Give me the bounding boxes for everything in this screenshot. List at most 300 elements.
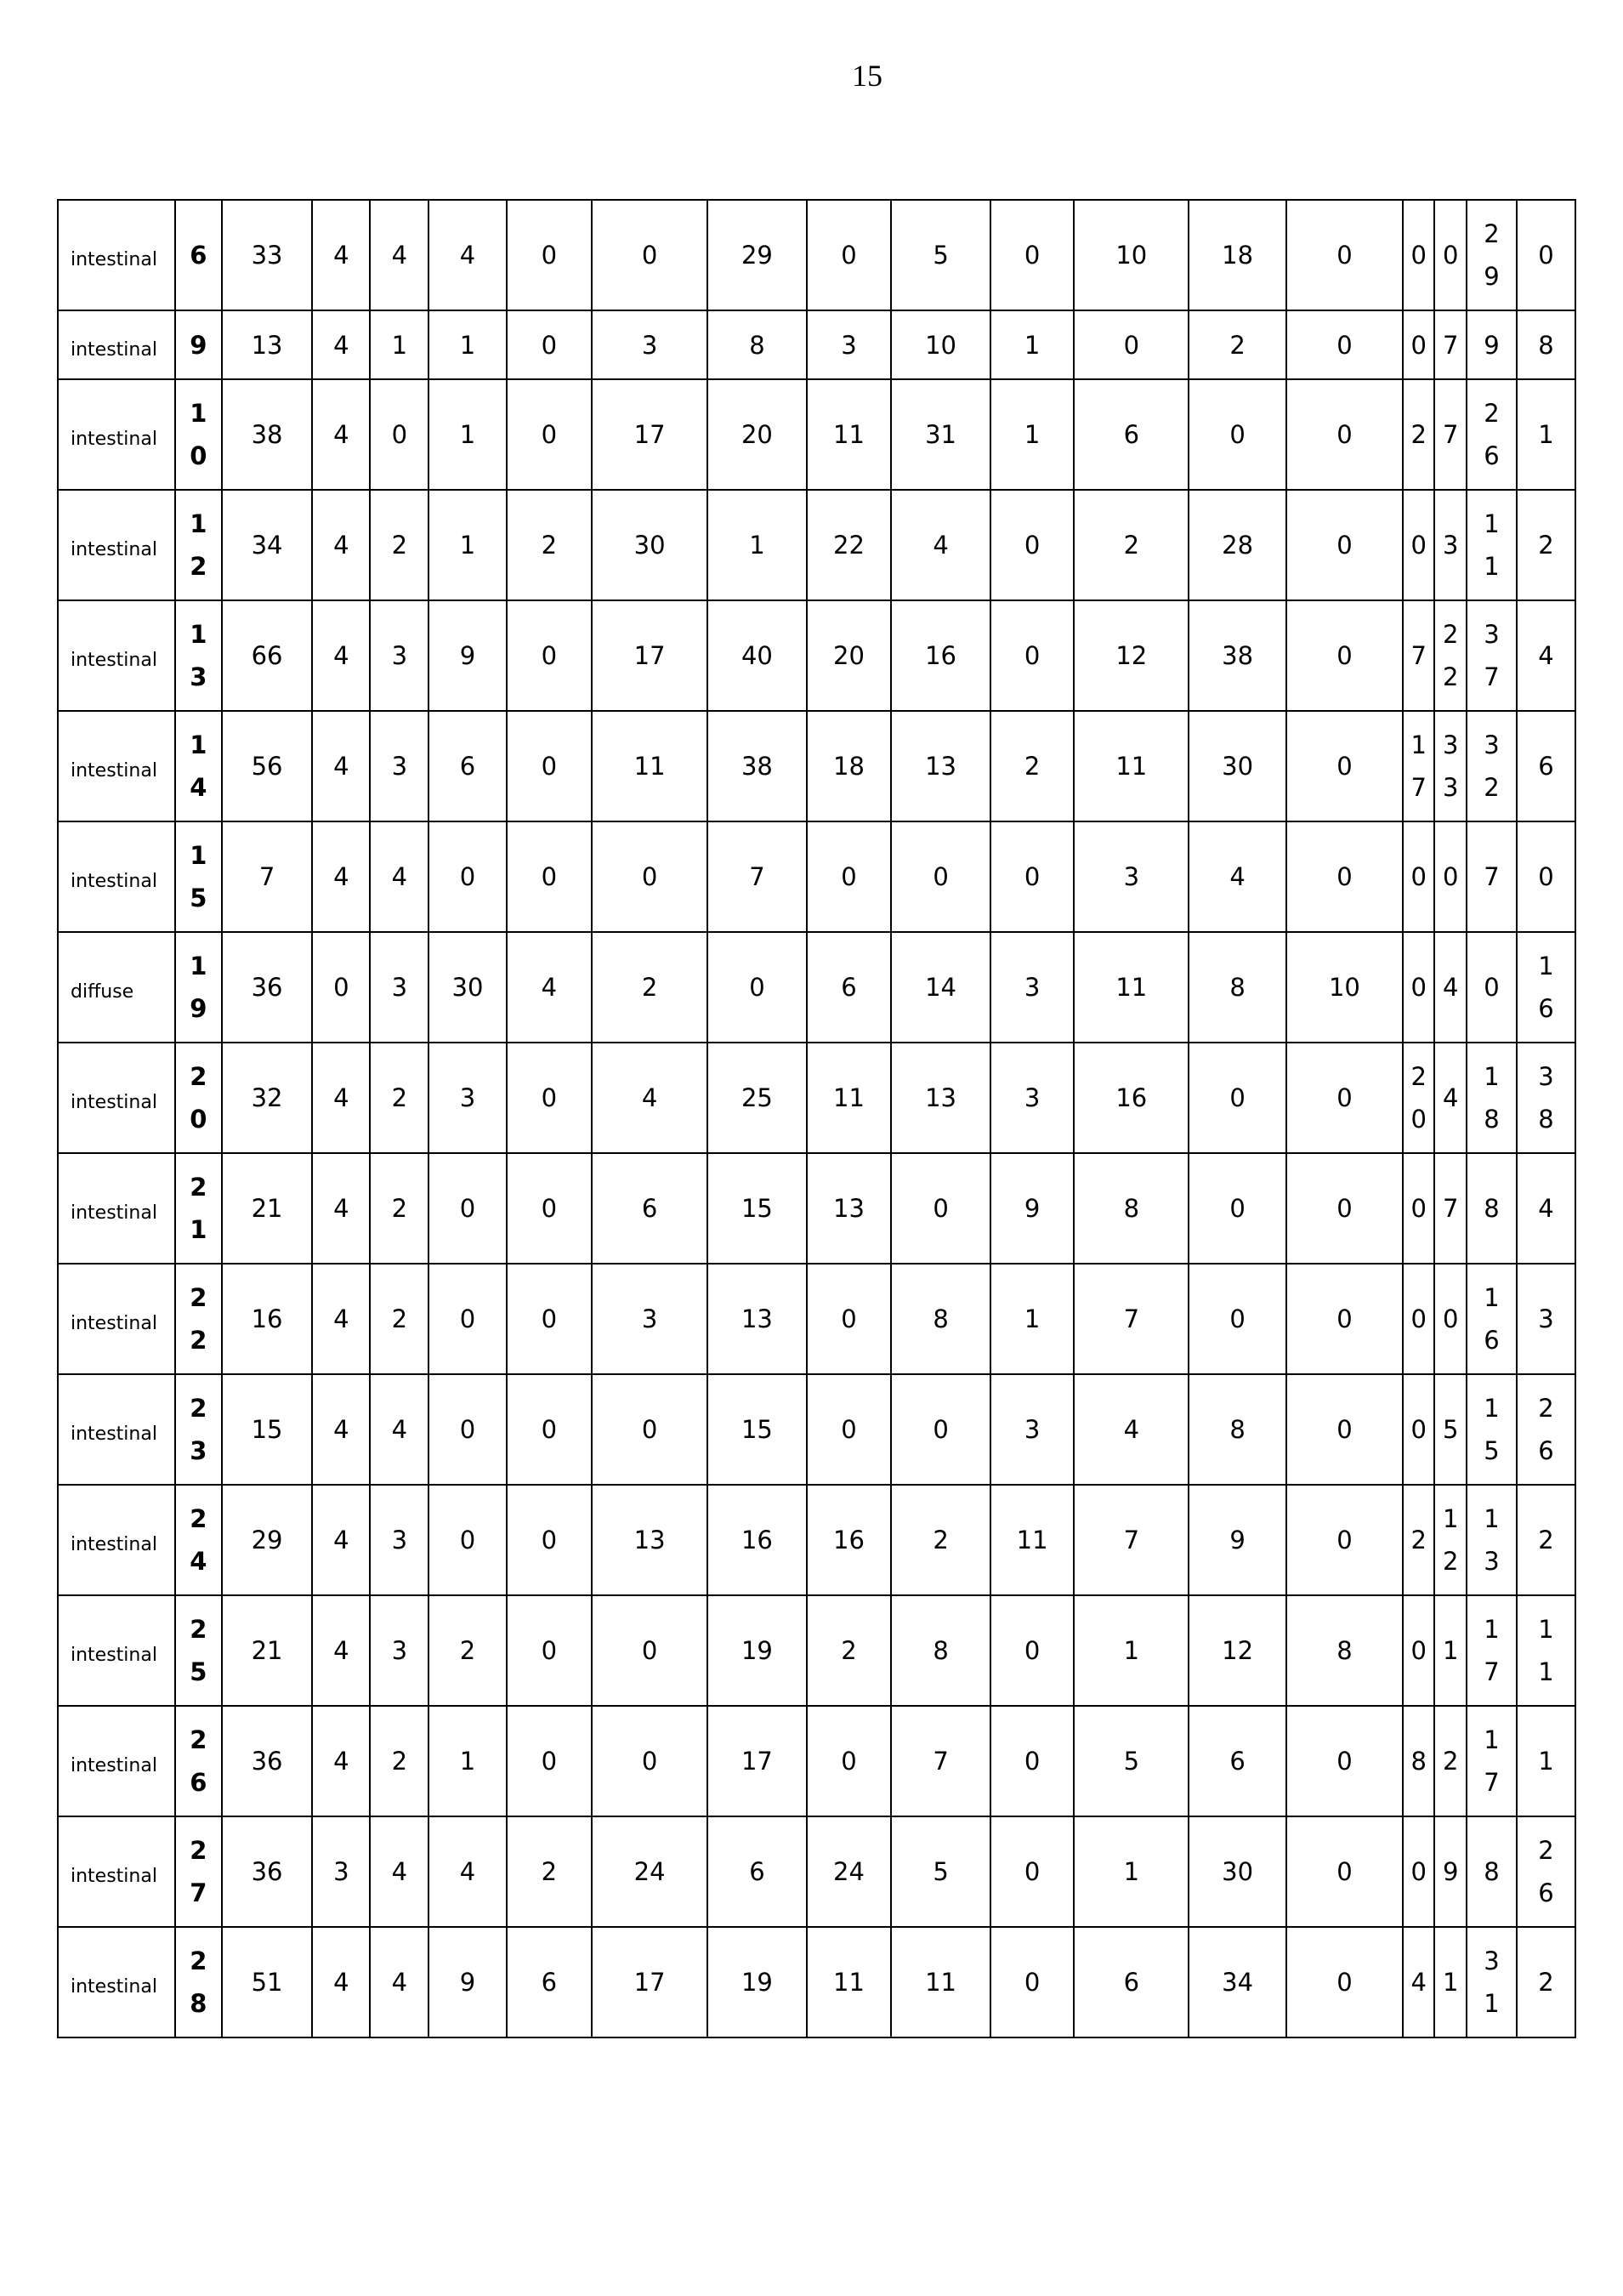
cell-value: 1 2 (1434, 1485, 1467, 1595)
cell-value: 0 (592, 821, 707, 932)
cell-value: 3 (990, 932, 1074, 1043)
cell-value: 0 (707, 932, 807, 1043)
cell-value: 3 7 (1467, 600, 1517, 711)
cell-id: 1 2 (175, 490, 222, 600)
cell-value: 1 3 (1467, 1485, 1517, 1595)
cell-value: 34 (222, 490, 313, 600)
cell-value: 4 (312, 1153, 370, 1264)
cell-value: 0 (1286, 1927, 1403, 2037)
cell-value: 0 (807, 1706, 891, 1816)
cell-value: 7 (1403, 600, 1435, 711)
cell-value: 11 (807, 1927, 891, 2037)
table-row (58, 1264, 1575, 1374)
cell-value: 0 (1403, 1595, 1435, 1706)
cell-value: 0 (1403, 1816, 1435, 1927)
type-text: intestinal (71, 650, 157, 671)
table-row (58, 1816, 1575, 1927)
cell-value: 4 (1074, 1374, 1189, 1485)
cell-value: 38 (222, 379, 313, 490)
cell-value: 11 (1074, 711, 1189, 821)
cell-value: 2 (891, 1485, 990, 1595)
cell-value: 19 (707, 1595, 807, 1706)
table-row (58, 1374, 1575, 1485)
type-text: intestinal (71, 1976, 157, 1998)
cell-value: 4 (312, 1264, 370, 1374)
cell-value: 7 (222, 821, 313, 932)
cell-value: 1 (707, 490, 807, 600)
cell-value: 0 (990, 490, 1074, 600)
cell-value: 3 2 (1467, 711, 1517, 821)
cell-value: 0 (507, 379, 592, 490)
cell-value: 2 (1074, 490, 1189, 600)
cell-value: 19 (707, 1927, 807, 2037)
cell-type (58, 1043, 175, 1153)
cell-value: 33 (222, 200, 313, 310)
cell-value: 2 0 (1403, 1043, 1435, 1153)
cell-value: 0 (990, 821, 1074, 932)
cell-type (58, 1374, 175, 1485)
cell-type (58, 821, 175, 932)
cell-value: 34 (1189, 1927, 1286, 2037)
type-text: intestinal (71, 338, 157, 361)
cell-value: 6 (1189, 1706, 1286, 1816)
cell-value: 8 (1517, 310, 1575, 379)
cell-value: 0 (1286, 490, 1403, 600)
cell-value: 6 (807, 932, 891, 1043)
cell-value: 36 (222, 1816, 313, 1927)
cell-value: 7 (1467, 821, 1517, 932)
cell-value: 0 (592, 200, 707, 310)
cell-value: 7 (1434, 310, 1467, 379)
cell-value: 0 (891, 1153, 990, 1264)
table-row (58, 711, 1575, 821)
cell-value: 0 (807, 200, 891, 310)
table-row (58, 600, 1575, 711)
cell-value: 21 (222, 1153, 313, 1264)
cell-value: 3 (990, 1043, 1074, 1153)
cell-value: 3 1 (1467, 1927, 1517, 2037)
cell-value: 2 (370, 1706, 428, 1816)
cell-value: 3 (370, 711, 428, 821)
cell-value: 2 (507, 490, 592, 600)
cell-value: 0 (1286, 200, 1403, 310)
cell-value: 56 (222, 711, 313, 821)
cell-value: 4 (1403, 1927, 1435, 2037)
cell-value: 14 (891, 932, 990, 1043)
cell-value: 3 (312, 1816, 370, 1927)
cell-value: 8 (891, 1264, 990, 1374)
cell-value: 38 (1189, 600, 1286, 711)
cell-value: 6 (428, 711, 506, 821)
cell-value: 2 (1403, 1485, 1435, 1595)
cell-value: 1 (428, 1706, 506, 1816)
cell-value: 0 (507, 1264, 592, 1374)
cell-value: 2 (990, 711, 1074, 821)
cell-value: 30 (428, 932, 506, 1043)
cell-value: 16 (222, 1264, 313, 1374)
cell-value: 0 (1286, 600, 1403, 711)
cell-value: 22 (807, 490, 891, 600)
cell-value: 4 (370, 821, 428, 932)
cell-value: 0 (1286, 379, 1403, 490)
cell-value: 0 (1286, 1043, 1403, 1153)
cell-value: 21 (222, 1595, 313, 1706)
cell-value: 29 (222, 1485, 313, 1595)
cell-value: 2 (1189, 310, 1286, 379)
cell-value: 0 (891, 1374, 990, 1485)
table-row (58, 1595, 1575, 1706)
cell-value: 13 (807, 1153, 891, 1264)
cell-value: 4 (1517, 1153, 1575, 1264)
cell-value: 2 (1403, 379, 1435, 490)
cell-value: 18 (807, 711, 891, 821)
cell-value: 0 (1434, 200, 1467, 310)
cell-value: 1 (1517, 1706, 1575, 1816)
cell-value: 0 (1403, 932, 1435, 1043)
cell-value: 18 (1189, 200, 1286, 310)
type-text: intestinal (71, 1534, 157, 1555)
cell-value: 2 (592, 932, 707, 1043)
cell-value: 36 (222, 932, 313, 1043)
cell-value: 10 (891, 310, 990, 379)
cell-value: 4 (312, 1485, 370, 1595)
cell-value: 8 (891, 1595, 990, 1706)
cell-value: 16 (1074, 1043, 1189, 1153)
cell-value: 1 5 (1467, 1374, 1517, 1485)
cell-value: 0 (1517, 200, 1575, 310)
table-row (58, 310, 1575, 379)
cell-value: 4 (312, 1706, 370, 1816)
cell-value: 0 (1403, 1374, 1435, 1485)
cell-value: 0 (1403, 310, 1435, 379)
cell-value: 4 (312, 1374, 370, 1485)
cell-value: 2 (507, 1816, 592, 1927)
cell-value: 4 (1434, 932, 1467, 1043)
cell-value: 4 (1517, 600, 1575, 711)
cell-value: 1 (1074, 1816, 1189, 1927)
cell-value: 2 (1517, 1927, 1575, 2037)
cell-type (58, 1485, 175, 1595)
cell-value: 20 (807, 600, 891, 711)
cell-value: 0 (1286, 1264, 1403, 1374)
cell-value: 7 (1074, 1264, 1189, 1374)
type-text: intestinal (71, 1202, 157, 1224)
cell-value: 1 7 (1467, 1706, 1517, 1816)
cell-value: 7 (707, 821, 807, 932)
cell-value: 4 (312, 1043, 370, 1153)
cell-value: 0 (1403, 1153, 1435, 1264)
cell-value: 1 (428, 310, 506, 379)
cell-value: 0 (428, 1264, 506, 1374)
cell-type (58, 1816, 175, 1927)
cell-value: 3 (1074, 821, 1189, 932)
cell-id: 2 8 (175, 1927, 222, 2037)
type-text: intestinal (71, 539, 157, 560)
cell-value: 0 (1286, 1485, 1403, 1595)
cell-type (58, 711, 175, 821)
cell-value: 0 (507, 200, 592, 310)
cell-value: 5 (891, 200, 990, 310)
cell-id: 2 4 (175, 1485, 222, 1595)
cell-id: 2 2 (175, 1264, 222, 1374)
cell-value: 11 (807, 379, 891, 490)
cell-value: 1 (1074, 1595, 1189, 1706)
cell-id: 1 4 (175, 711, 222, 821)
cell-value: 2 6 (1517, 1816, 1575, 1927)
cell-value: 30 (1189, 1816, 1286, 1927)
cell-value: 17 (592, 1927, 707, 2037)
cell-value: 2 (370, 1153, 428, 1264)
cell-value: 5 (891, 1816, 990, 1927)
cell-value: 4 (370, 1816, 428, 1927)
cell-value: 15 (707, 1374, 807, 1485)
type-text: intestinal (71, 871, 157, 892)
cell-value: 0 (807, 1374, 891, 1485)
cell-value: 30 (1189, 711, 1286, 821)
type-text: intestinal (71, 1092, 157, 1113)
cell-value: 17 (707, 1706, 807, 1816)
cell-value: 0 (1189, 1153, 1286, 1264)
type-text: intestinal (71, 1755, 157, 1776)
cell-value: 1 (1434, 1595, 1467, 1706)
type-text: intestinal (71, 1424, 157, 1445)
cell-value: 11 (1074, 932, 1189, 1043)
cell-value: 16 (707, 1485, 807, 1595)
cell-value: 2 (1517, 1485, 1575, 1595)
cell-value: 13 (891, 711, 990, 821)
cell-value: 1 7 (1403, 711, 1435, 821)
cell-value: 0 (507, 711, 592, 821)
cell-value: 0 (1189, 1264, 1286, 1374)
cell-type (58, 1595, 175, 1706)
cell-value: 0 (1403, 490, 1435, 600)
cell-value: 2 (807, 1595, 891, 1706)
cell-value: 0 (507, 1374, 592, 1485)
cell-value: 11 (891, 1927, 990, 2037)
cell-value: 1 1 (1517, 1595, 1575, 1706)
cell-type (58, 490, 175, 600)
cell-value: 0 (507, 310, 592, 379)
cell-value: 1 1 (1467, 490, 1517, 600)
cell-value: 13 (891, 1043, 990, 1153)
cell-value: 9 (1189, 1485, 1286, 1595)
cell-value: 0 (592, 1374, 707, 1485)
cell-value: 0 (990, 200, 1074, 310)
cell-value: 0 (1286, 1816, 1403, 1927)
cell-value: 0 (1434, 821, 1467, 932)
cell-type (58, 600, 175, 711)
cell-value: 4 (312, 1927, 370, 2037)
cell-value: 6 (707, 1816, 807, 1927)
cell-value: 0 (312, 932, 370, 1043)
cell-value: 2 9 (1467, 200, 1517, 310)
cell-value: 4 (312, 711, 370, 821)
cell-value: 1 (1434, 1927, 1467, 2037)
cell-value: 12 (1074, 600, 1189, 711)
cell-value: 0 (1286, 310, 1403, 379)
cell-value: 4 (312, 490, 370, 600)
cell-id: 1 0 (175, 379, 222, 490)
cell-type (58, 1706, 175, 1816)
cell-value: 1 (990, 1264, 1074, 1374)
cell-value: 16 (807, 1485, 891, 1595)
cell-value: 0 (1403, 1264, 1435, 1374)
type-text: intestinal (71, 760, 157, 781)
cell-id: 2 0 (175, 1043, 222, 1153)
cell-value: 40 (707, 600, 807, 711)
cell-value: 2 (1434, 1706, 1467, 1816)
cell-value: 11 (592, 711, 707, 821)
cell-value: 8 (1189, 1374, 1286, 1485)
cell-value: 4 (312, 600, 370, 711)
cell-value: 0 (507, 1706, 592, 1816)
type-text: diffuse (71, 981, 134, 1003)
page-number: 15 (852, 59, 882, 93)
cell-value: 0 (990, 600, 1074, 711)
cell-value: 8 (1467, 1153, 1517, 1264)
cell-value: 2 6 (1517, 1374, 1575, 1485)
cell-value: 51 (222, 1927, 313, 2037)
cell-value: 0 (1517, 821, 1575, 932)
cell-value: 1 6 (1467, 1264, 1517, 1374)
cell-value: 8 (1403, 1706, 1435, 1816)
cell-value: 4 (507, 932, 592, 1043)
cell-value: 0 (1189, 379, 1286, 490)
cell-value: 15 (222, 1374, 313, 1485)
cell-value: 7 (1434, 1153, 1467, 1264)
cell-value: 0 (507, 1485, 592, 1595)
cell-value: 0 (428, 1485, 506, 1595)
cell-value: 12 (1189, 1595, 1286, 1706)
cell-value: 11 (990, 1485, 1074, 1595)
table-body (58, 200, 1575, 2037)
cell-value: 6 (1517, 711, 1575, 821)
cell-value: 0 (990, 1595, 1074, 1706)
cell-value: 7 (891, 1706, 990, 1816)
cell-value: 0 (428, 821, 506, 932)
cell-value: 3 (1434, 490, 1467, 600)
cell-value: 6 (507, 1927, 592, 2037)
cell-value: 0 (592, 1706, 707, 1816)
cell-id: 2 3 (175, 1374, 222, 1485)
cell-value: 7 (1074, 1485, 1189, 1595)
cell-value: 0 (507, 1153, 592, 1264)
cell-value: 8 (707, 310, 807, 379)
cell-value: 7 (1434, 379, 1467, 490)
cell-value: 0 (1403, 821, 1435, 932)
cell-value: 0 (1286, 1706, 1403, 1816)
cell-value: 6 (1074, 379, 1189, 490)
cell-value: 0 (1074, 310, 1189, 379)
cell-value: 2 2 (1434, 600, 1467, 711)
cell-value: 13 (222, 310, 313, 379)
cell-value: 1 6 (1517, 932, 1575, 1043)
cell-value: 0 (990, 1927, 1074, 2037)
cell-value: 3 3 (1434, 711, 1467, 821)
cell-value: 4 (370, 1927, 428, 2037)
cell-value: 4 (370, 200, 428, 310)
cell-value: 0 (592, 1595, 707, 1706)
cell-id: 2 7 (175, 1816, 222, 1927)
cell-value: 4 (592, 1043, 707, 1153)
cell-type (58, 1264, 175, 1374)
cell-value: 2 (370, 490, 428, 600)
cell-value: 0 (990, 1816, 1074, 1927)
cell-value: 25 (707, 1043, 807, 1153)
cell-value: 17 (592, 379, 707, 490)
cell-value: 0 (370, 379, 428, 490)
type-text: intestinal (71, 1645, 157, 1666)
cell-value: 4 (428, 200, 506, 310)
cell-type (58, 310, 175, 379)
table-row (58, 200, 1575, 310)
cell-value: 5 (1074, 1706, 1189, 1816)
cell-value: 1 7 (1467, 1595, 1517, 1706)
cell-value: 4 (891, 490, 990, 600)
table-row (58, 1043, 1575, 1153)
cell-value: 13 (592, 1485, 707, 1595)
cell-value: 0 (891, 821, 990, 932)
cell-value: 2 6 (1467, 379, 1517, 490)
table-row (58, 1485, 1575, 1595)
cell-value: 13 (707, 1264, 807, 1374)
cell-value: 24 (807, 1816, 891, 1927)
cell-value: 9 (1434, 1816, 1467, 1927)
cell-value: 9 (428, 1927, 506, 2037)
table-row (58, 1927, 1575, 2037)
cell-value: 36 (222, 1706, 313, 1816)
cell-value: 31 (891, 379, 990, 490)
cell-id: 9 (175, 310, 222, 379)
cell-value: 2 (1517, 490, 1575, 600)
cell-value: 29 (707, 200, 807, 310)
cell-value: 2 (370, 1264, 428, 1374)
cell-value: 8 (1286, 1595, 1403, 1706)
cell-id: 2 5 (175, 1595, 222, 1706)
cell-value: 3 (592, 1264, 707, 1374)
cell-value: 0 (1434, 1264, 1467, 1374)
cell-value: 11 (807, 1043, 891, 1153)
cell-value: 24 (592, 1816, 707, 1927)
cell-type (58, 200, 175, 310)
table-row (58, 1153, 1575, 1264)
cell-value: 1 (428, 490, 506, 600)
cell-type (58, 932, 175, 1043)
cell-value: 8 (1467, 1816, 1517, 1927)
cell-value: 3 (370, 1485, 428, 1595)
type-text: intestinal (71, 1313, 157, 1334)
cell-id: 2 6 (175, 1706, 222, 1816)
cell-value: 4 (312, 310, 370, 379)
cell-value: 0 (507, 1043, 592, 1153)
cell-id: 1 9 (175, 932, 222, 1043)
cell-value: 3 (370, 600, 428, 711)
cell-value: 0 (1467, 932, 1517, 1043)
type-text: intestinal (71, 429, 157, 450)
cell-value: 2 (428, 1595, 506, 1706)
cell-value: 0 (507, 1595, 592, 1706)
cell-value: 3 (592, 310, 707, 379)
cell-value: 10 (1286, 932, 1403, 1043)
cell-value: 16 (891, 600, 990, 711)
cell-type (58, 379, 175, 490)
cell-value: 4 (428, 1816, 506, 1927)
cell-value: 28 (1189, 490, 1286, 600)
cell-value: 0 (1286, 821, 1403, 932)
cell-value: 9 (990, 1153, 1074, 1264)
type-text: intestinal (71, 249, 157, 270)
cell-value: 3 (807, 310, 891, 379)
